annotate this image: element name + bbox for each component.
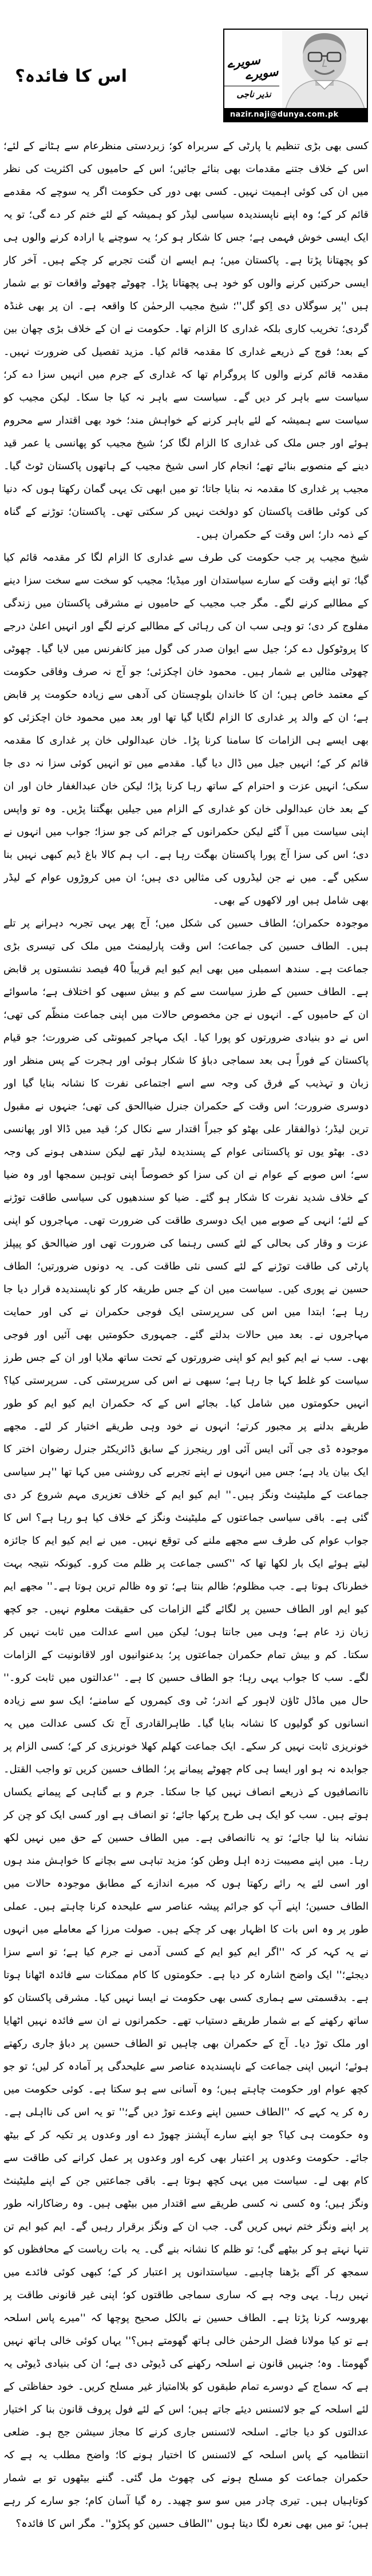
- column-name-line2: سویرے: [244, 64, 279, 82]
- masthead-box: [223, 29, 368, 122]
- author-name: نذیر ناجی: [236, 89, 271, 99]
- author-photo: [282, 30, 367, 109]
- article-paragraph-1: کسی بھی بڑی تنظیم یا پارٹی کے سربراہ کو؛ زبردستی منظرعام سے ہٹانے کے لئے؛ اس کے خلاف جتنے مقدمات بھی بنائے جائیں؛ اس کے حامیوں کی اکثریت کی نظر میں ان کی کوئی اہمیت نہیں۔ کسی بھی دور کی حکومت اگر یہ سوچے کہ مقدمے قائم کر کے؛ وہ اپنے ناپسندیدہ سیاسی لیڈر کو ہمیشہ کے لئے ختم کر دے گی؛ تو یہ ایک ایسی خوش فہمی ہے؛ جس کا شکار ہو کر؛ یہ سوچنے یا ارادہ کرنے والوں ہی کو پچھتانا پڑتا ہے۔ پاکستان میں؛ ہم ایسے ان گنت تجربے کر چکے ہیں۔ آخر کار ایسی حرکتیں کرنے والوں کو خود ہی پچھتانا پڑا۔ چھوٹے چھوٹے واقعات تو بے شمار ہیں ''پر سوگلاں دی اِکو گل''؛ شیخ مجیب الرحمٰن کا واقعہ ہے۔ ان پر بھی غنڈہ گردی؛ تخریب کاری بلکہ غداری کا الزام تھا۔ حکومت نے ان کے خلاف بڑی چھان بین کے بعد؛ فوج کے ذریعے غداری کا مقدمہ قائم کیا۔ مزید تفصیل کی ضرورت نہیں۔ مقدمہ قائم کرنے والوں کا پروگرام تھا کہ غداری کے جرم میں انہیں سزا دے کر؛ سیاست سے باہر کر دیں گے۔ سیاست سے باہر نہ کیا جا سکا۔ لیکن مجیب کو سیاست سے ہمیشہ کے لئے باہر کرنے کے خواہش مند؛ خود بھی اقتدار سے محروم ہوئے اور جس ملک کی غداری کا الزام لگا کر؛ شیخ مجیب کو پھانسی یا عمر قید دینے کے منصوبے بنائے تھے؛ انجام کار اسی شیخ مجیب کے ہاتھوں پاکستان ٹوٹ گیا۔ مجیب پر غداری کا مقدمہ نہ بنایا جاتا؛ تو میں ابھی تک یہی گمان رکھتا ہوں کہ دنیا کی کوئی طاقت پاکستان کو دولخت نہیں کر سکتی تھی۔ پاکستان؛ توڑنے کے گناہ کے ذمہ دار؛ اس وقت کے حکمران ہیں۔: [3, 140, 369, 541]
- article-body: [3, 135, 369, 2570]
- email-bar: [224, 108, 367, 121]
- column-name-line1: سویرے: [226, 53, 262, 71]
- column-name-calligraphy: [223, 50, 284, 85]
- email-text: nazir.naji@dunya.com.pk: [230, 110, 339, 119]
- masthead-left-column: [224, 30, 283, 109]
- article-paragraph-3: موجودہ حکمران؛ الطاف حسین کی شکل میں؛ آج پھر یہی تجربہ دہرانے پر تلے ہیں۔ الطاف حسین کی جماعت؛ اس وقت پارلیمنٹ میں ملک کی تیسری بڑی جماعت ہے۔ سندھ اسمبلی میں بھی ایم کیو ایم قریباً 40 فیصد نشستوں پر قابض ہے۔ الطاف حسین کے طرز سیاست سے کم و بیش سبھی کو اختلاف ہے؛ ماسوائے ان کے حامیوں کے۔ انہوں نے جن مخصوص حالات میں اپنی جماعت منظّم کی تھی؛ اس نے دو بنیادی ضرورتوں کو پورا کیا۔ ایک مہاجر کمیونٹی کی ضرورت؛ جو قیام پاکستان کے فوراً ہی بعد سماجی دباؤ کا شکار ہوئی اور ہجرت کے پس منظر اور زبان و تہذیب کے فرق کی وجہ سے اسے اجتماعی نفرت کا نشانہ بنایا گیا اور دوسری ضرورت؛ اس وقت کے حکمران جنرل ضیاالحق کی تھی؛ جنہوں نے مقبول ترین لیڈر؛ ذوالفقار علی بھٹو کو جبراً اقتدار سے نکال کر؛ قید میں ڈالا اور پھانسی دی۔ بھٹو یوں تو پاکستانی عوام کے پسندیدہ لیڈر تھے لیکن سندھی ہونے کی وجہ سے؛ اس صوبے کے عوام نے ان کی سزا کو خصوصاً اپنی توہین سمجھا اور وہ ضیا کے خلاف شدید نفرت کا شکار ہو گئے۔ ضیا کو سندھیوں کی سیاسی طاقت توڑنے کے لئے؛ انہی کے صوبے میں ایک دوسری طاقت کی ضرورت تھی۔ مہاجروں کو اپنی عزت و وقار کی بحالی کے لئے کسی رہنما کی ضرورت تھی اور ضیاالحق کو پیپلز پارٹی کی طاقت توڑنے کے لئے کسی نئی طاقت کی۔ یہ دونوں ضرورتیں؛ الطاف حسین نے پوری کیں۔ سیاست میں ان کے جس طریقہ کار کو ناپسندیدہ قرار دیا جا رہا ہے؛ ابتدا میں اس کی سرپرستی ایک فوجی حکمران نے کی اور حمایت مہاجروں نے۔ بعد میں حالات بدلتے گئے۔ جمہوری حکومتیں بھی آئیں اور فوجی بھی۔ سب نے ایم کیو ایم کو اپنی ضرورتوں کے تحت ساتھ ملایا اور ان کے جس طرز سیاست کو غلط کہا جا رہا ہے؛ سبھی نے اس کی سرپرستی کی۔ سرپرستی کیا؟ انہیں حکومتوں میں شامل کیا۔ بجائے اس کے کہ حکمران ایم کیو ایم کو طور طریقے بدلنے پر مجبور کرتے؛ انہوں نے خود وہی طریقے اختیار کر لئے۔ مجھے موجودہ ڈی جی آئی ایس آئی اور رینجرز کے سابق ڈائریکٹر جنرل رضوان اختر کا ایک بیان یاد ہے؛ جس میں انہوں نے اپنے تجربے کی روشنی میں کہا تھا ''ہر سیاسی جماعت کے ملیٹینٹ ونگز ہیں۔'' ایم کیو ایم کے خلاف تعزیری مہم شروع کر دی گئی ہے۔ باقی سیاسی جماعتوں کے ملیٹینٹ ونگز کے خلاف کیا ہو رہا ہے؟ اس کا جواب عوام کی طرف سے مجھے ملنے کی توقع نہیں۔ میں نے ایم کیو ایم کا جائزہ لیتے ہوئے ایک بار لکھا تھا کہ ''کسی جماعت پر ظلم مت کرو۔ کیونکہ نتیجہ بہت خطرناک ہوتا ہے۔ جب مظلوم؛ ظالم بنتا ہے؛ تو وہ ظالم ترین ہوتا ہے۔'' مجھے ایم کیو ایم اور الطاف حسین پر لگائے گئے الزامات کی حقیقت معلوم نہیں۔ جو کچھ زبان زد عام ہے؛ وہی میں جانتا ہوں؛ لیکن میں اسے عدالت میں ثابت نہیں کر سکتا۔ کم و بیش تمام حکمران جماعتوں پر؛ بدعنوانیوں اور لاقانونیت کے الزامات لگے۔ سب کا جواب یہی رہا؛ جو الطاف حسین کا ہے۔ ''عدالتوں میں ثابت کرو۔'' حال میں ماڈل ٹاؤن لاہور کے اندر؛ ٹی وی کیمروں کے سامنے؛ ایک سو سے زیادہ انسانوں کو گولیوں کا نشانہ بنایا گیا۔ طاہرالقادری آج تک کسی عدالت میں یہ خونریزی ثابت نہیں کر سکے۔ ایک جماعت کھلم کھلا خونریزی کر کے؛ کسی الزام پر جوابدہ نہ ہو اور ایسا ہی کام چھوٹے پیمانے پر؛ الطاف حسین کریں تو واجب القتل۔ ناانصافیوں کے ذریعے انصاف نہیں کیا جا سکتا۔ جرم و بے گناہی کے پیمانے یکساں ہوتے ہیں۔ سب کو ایک ہی طرح پرکھا جائے؛ تو انصاف ہے اور کسی ایک کو چن کر نشانہ بنا لیا جائے؛ تو یہ ناانصافی ہے۔ میں الطاف حسین کے حق میں نہیں لکھ رہا۔ میں اپنے مصیبت زدہ اہل وطن کو؛ مزید تباہی سے بچانے کا خواہش مند ہوں اور اسی لئے یہ رائے رکھتا ہوں کہ میرے اندازے کے مطابق موجودہ حالات میں الطاف حسین؛ اپنے آپ کو جرائم پیشہ عناصر سے علیحدہ کرنا چاہتے ہیں۔ عملی طور پر وہ اس بات کا اظہار بھی کر چکے ہیں۔ صولت مرزا کے معاملے میں انہوں نے یہ کہہ کر کہ ''اگر ایم کیو ایم کے کسی آدمی نے جرم کیا ہے؛ تو اسے سزا دیجئے؛'' ایک واضح اشارہ کر دیا ہے۔ حکومتوں کا کام ممکنات سے فائدہ اٹھانا ہوتا ہے۔ بدقسمتی سے ہماری کسی بھی حکومت نے ایسا نہیں کیا۔ مشرقی پاکستان کو ساتھ رکھنے کے بے شمار طریقے دستیاب تھے۔ حکمرانوں نے ان سے فائدہ نہیں اٹھایا اور ملک توڑ دیا۔ آج کے حکمران بھی چاہیں تو الطاف حسین پر دباؤ جاری رکھتے ہوئے؛ انہیں اپنی جماعت کے ناپسندیدہ عناصر سے علیحدگی پر آمادہ کر لیں؛ تو جو کچھ عوام اور حکومت چاہتے ہیں؛ وہ آسانی سے ہو سکتا ہے۔ کوئی حکومت میں رہ کر یہ کہے کہ ''الطاف حسین اپنے وعدے توڑ دیں گے؛'' تو یہ اس کی نااہلی ہے۔ وہ حکومت ہی کیا؟ جو اپنے سارے آپشنز چھوڑ دے اور وعدوں پر تکیہ کر کے بیٹھ جائے۔ حکومت وعدوں پر اعتبار بھی کرے اور وعدوں پر عمل کرانے کی طاقت سے کام بھی لے۔ سیاست میں یہی کچھ ہوتا ہے۔ باقی جماعتیں جن کے اپنے ملیٹینٹ ونگز ہیں؛ وہ کسی نہ کسی طریقے سے اقتدار میں بیٹھی ہیں۔ وہ رضاکارانہ طور پر اپنے ونگز ختم نہیں کریں گی۔ جب ان کے ونگز برقرار رہیں گے۔ ایم کیو ایم تن تنہا نہتے ہو کر بیٹھے گی؛ تو ظلم کا نشانہ بنے گی۔ یہ بات ریاست کے محافظوں کو سمجھ کر آگے بڑھنا چاہیے۔ سیاستدانوں پر اعتبار کر کے؛ کبھی کوئی فائدے میں نہیں رہا۔ یہی وجہ ہے کہ ساری سماجی طاقتوں کو؛ اپنی غیر قانونی طاقت پر بھروسہ کرنا پڑتا ہے۔ الطاف حسین نے بالکل صحیح پوچھا کہ ''میرے پاس اسلحہ ہے تو کیا مولانا فضل الرحمٰن خالی ہاتھ گھومتے ہیں؟'' یہاں کوئی خالی ہاتھ نہیں گھومتا۔ وہ؛ جنہیں قانون نے اسلحہ رکھنے کی ڈیوٹی دی ہے؛ ان کی بنیادی ڈیوٹی یہ ہے کہ سماج کے دوسرے تمام طبقوں کو بلاامتیاز غیر مسلح کریں۔ خود حفاظتی کے لئے اسلحہ کے جو لائسنس دیئے جاتے ہیں؛ اس کے لئے فول پروف قانون بنا کر اختیار عدالتوں کو دیا جائے۔ اسلحہ لائسنس جاری کرنے کا مجاز سیشن جج ہو۔ ضلعی انتظامیہ کے پاس اسلحہ کے لائسنس کا اختیار ہونے کا؛ واضح مطلب یہ ہے کہ حکمران جماعت کو مسلح ہونے کی چھوٹ مل گئی۔ گننے بیٹھوں تو بے شمار کوتاہیاں ہیں۔ تیری چادر میں سو سو چھید۔ رہ گیا آسان کام؛ جو سارے کر رہے ہیں؛ تو میں بھی نعرہ لگا دیتا ہوں ''الطاف حسین کو پکڑو''۔ مگر اس کا فائدہ؟: [3, 917, 369, 2530]
- author-portrait-graphic: [282, 30, 367, 109]
- article-headline: اس کا فائدہ؟: [15, 66, 127, 86]
- article-paragraph-2: شیخ مجیب پر جب حکومت کی طرف سے غداری کا الزام لگا کر مقدمہ قائم کیا گیا؛ تو اپنے وقت کے سارے سیاستدان اور میڈیا؛ مجیب کو سخت سے سخت سزا دینے کے مطالبے کرنے لگے۔ مگر جب مجیب کے حامیوں نے مشرقی پاکستان میں زندگی مفلوج کر دی؛ تو وہی سب ان کی رہائی کے مطالبے کرنے لگے اور انہیں اعلیٰ درجے کا پروٹوکول دے کر؛ جیل سے ایوان صدر کی گول میز کانفرنس میں لایا گیا۔ چھوٹی چھوٹی مثالیں بے شمار ہیں۔ محمود خان اچکزئی؛ جو آج نہ صرف وفاقی حکومت کے معتمد خاص ہیں؛ ان کا خاندان بلوچستان کی آدھی سے زیادہ حکومت پر قابض ہے؛ ان کے والد پر غداری کا الزام لگایا گیا تھا اور بعد میں محمود خان اچکزئی کو بھی ایسے ہی الزامات کا سامنا کرنا پڑا۔ خان عبدالولی خان پر غداری کا مقدمہ قائم کر کے؛ انہیں جیل میں ڈال دیا گیا۔ مقدمے میں تو انہیں کوئی سزا نہ دی جا سکی؛ انہیں عزت و احترام کے ساتھ رہا کرنا پڑا؛ لیکن خان عبدالغفار خان اور ان کے بعد خان عبدالولی خان کو غداری کے الزام میں جیلیں بھگتنا پڑیں۔ وہ تو واپس اپنی سیاست میں آ گئے لیکن حکمرانوں کے جرائم کی جو سزا؛ جواب میں انہوں نے دی؛ اس کی سزا آج پورا پاکستان بھگت رہا ہے۔ اب ہم کالا باغ ڈیم کبھی نہیں بنا سکیں گے۔ میں نے جن لیڈروں کی مثالیں دی ہیں؛ ان میں کروڑوں عوام کے لیڈر بھی شامل ہیں اور لاکھوں کے بھی۔: [3, 552, 369, 906]
